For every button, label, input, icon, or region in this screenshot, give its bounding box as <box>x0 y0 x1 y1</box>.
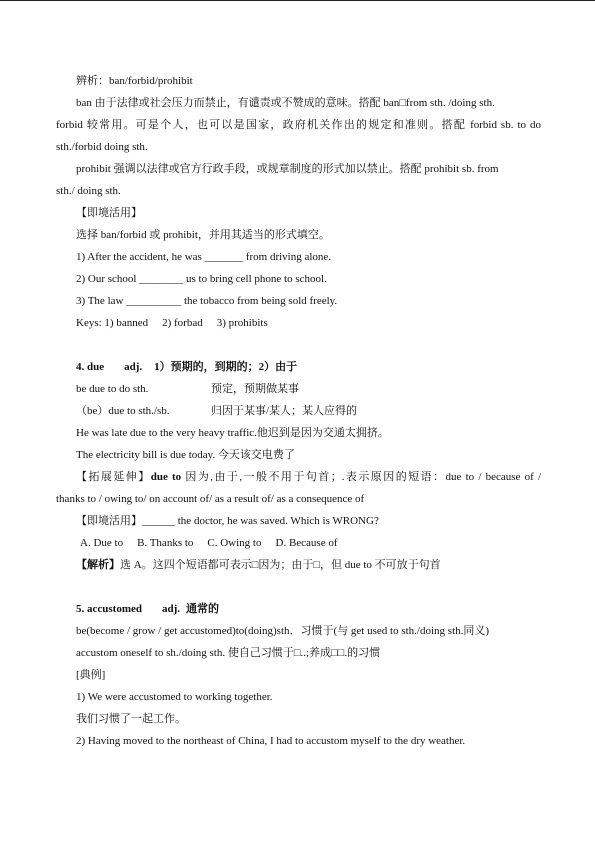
acc-example-1: 1) We were accustomed to working together. <box>76 691 273 703</box>
jiexi-line <box>56 554 541 576</box>
acc-pos: adj. <box>162 603 181 615</box>
jijing-heading-2 <box>56 510 541 532</box>
acc-usage-2: accustom oneself to sh./doing sth. 使自己习惯于□..;养成□□.的习惯 <box>76 647 381 659</box>
tuozhan-text: 因为,由于,一般不用于句首；.表示原因的短语：due to / because of / <box>181 471 542 483</box>
dianli-heading: [典例] <box>76 669 106 681</box>
due-example-2: The electricity bill is due today. 今天该交电费了 <box>76 449 295 461</box>
jiexi-label: 【解析】 <box>76 559 120 571</box>
due-meaning: 1）预期的，到期的；2）由于 <box>154 361 298 373</box>
acc-title: 5. accustomed <box>76 603 142 615</box>
due-usage-1-cn: 预定，预期做某事 <box>211 383 299 395</box>
due-title: 4. due <box>76 361 105 373</box>
ban-paragraph-line-1: ban 由于法律或社会压力而禁止，有谴责或不赞成的意味。搭配 ban□from sth. /doing sth. <box>76 97 495 109</box>
acc-example-2: 2) Having moved to the northeast of China, I had to accustom myself to the dry weather. <box>76 735 466 747</box>
forbid-paragraph-line-2: sth./forbid doing sth. <box>56 141 148 153</box>
accustomed-heading <box>56 598 541 620</box>
acc-usage-1: be(become / grow / get accustomed)to(doing)sth．习惯于(与 get used to sth./doing sth.同义) <box>76 625 490 637</box>
due-usage-2 <box>56 400 541 422</box>
option-a: A. Due to <box>80 537 124 549</box>
exercise-1-instruction: 选择 ban/forbid 或 prohibit，并用其适当的形式填空。 <box>76 229 330 241</box>
exercise-1-q3: 3) The law __________ the tobacco from being sold freely. <box>76 295 338 307</box>
tuozhan-bold: due to <box>150 471 182 483</box>
due-usage-2-en: （be）due to sth./sb. <box>76 405 170 417</box>
options-row <box>56 532 541 554</box>
jijing-heading-1: 【即境活用】 <box>76 207 142 219</box>
due-usage-1 <box>56 378 541 400</box>
due-pos: adj. <box>124 361 143 373</box>
acc-example-1-cn: 我们习惯了一起工作。 <box>76 713 186 725</box>
forbid-paragraph-line-1: forbid 较常用。可是个人，也可以是国家，政府机关作出的规定和准则。搭配 forbid sb. to do <box>56 119 541 131</box>
due-usage-2-cn: 归因于某事/某人；某人应得的 <box>211 405 358 417</box>
option-c: C. Owing to <box>207 537 262 549</box>
due-heading <box>56 356 541 378</box>
keys-3: 3) prohibits <box>216 317 268 329</box>
acc-meaning: 通常的 <box>186 603 220 615</box>
jijing-2-question: ______ the doctor, he was saved. Which is WRONG? <box>142 515 379 527</box>
tuozhan-line-1 <box>56 466 541 488</box>
jijing-2-label: 【即境活用】 <box>76 515 142 527</box>
due-usage-1-en: be due to do sth. <box>76 383 149 395</box>
tuozhan-line-2: thanks to / owing to/ on account of/ as a result of/ as a consequence of <box>56 493 365 505</box>
jiexi-text: 选 A。这四个短语都可表示□因为；由于□，但 due to 不可放于句首 <box>120 559 441 571</box>
option-d: D. Because of <box>275 537 338 549</box>
keys-2: 2) forbad <box>162 317 203 329</box>
exercise-1-q1: 1) After the accident, he was _______ from driving alone. <box>76 251 332 263</box>
prohibit-paragraph-line-1: prohibit 强调以法律或官方行政手段，或规章制度的形式加以禁止。搭配 prohibit sb. from <box>76 163 499 175</box>
exercise-1-keys <box>56 312 541 334</box>
prohibit-paragraph-line-2: sth./ doing sth. <box>56 185 121 197</box>
due-example-1: He was late due to the very heavy traffic.他迟到是因为交通太拥挤。 <box>76 427 389 439</box>
document-page <box>56 70 541 752</box>
keys-1: Keys: 1) banned <box>76 317 149 329</box>
bianxi-heading: 辨析：ban/forbid/prohibit <box>76 75 193 87</box>
exercise-1-q2: 2) Our school ________ us to bring cell phone to school. <box>76 273 327 285</box>
top-rule <box>0 0 595 1</box>
option-b: B. Thanks to <box>137 537 194 549</box>
tuozhan-label: 【拓展延伸】 <box>76 471 151 483</box>
